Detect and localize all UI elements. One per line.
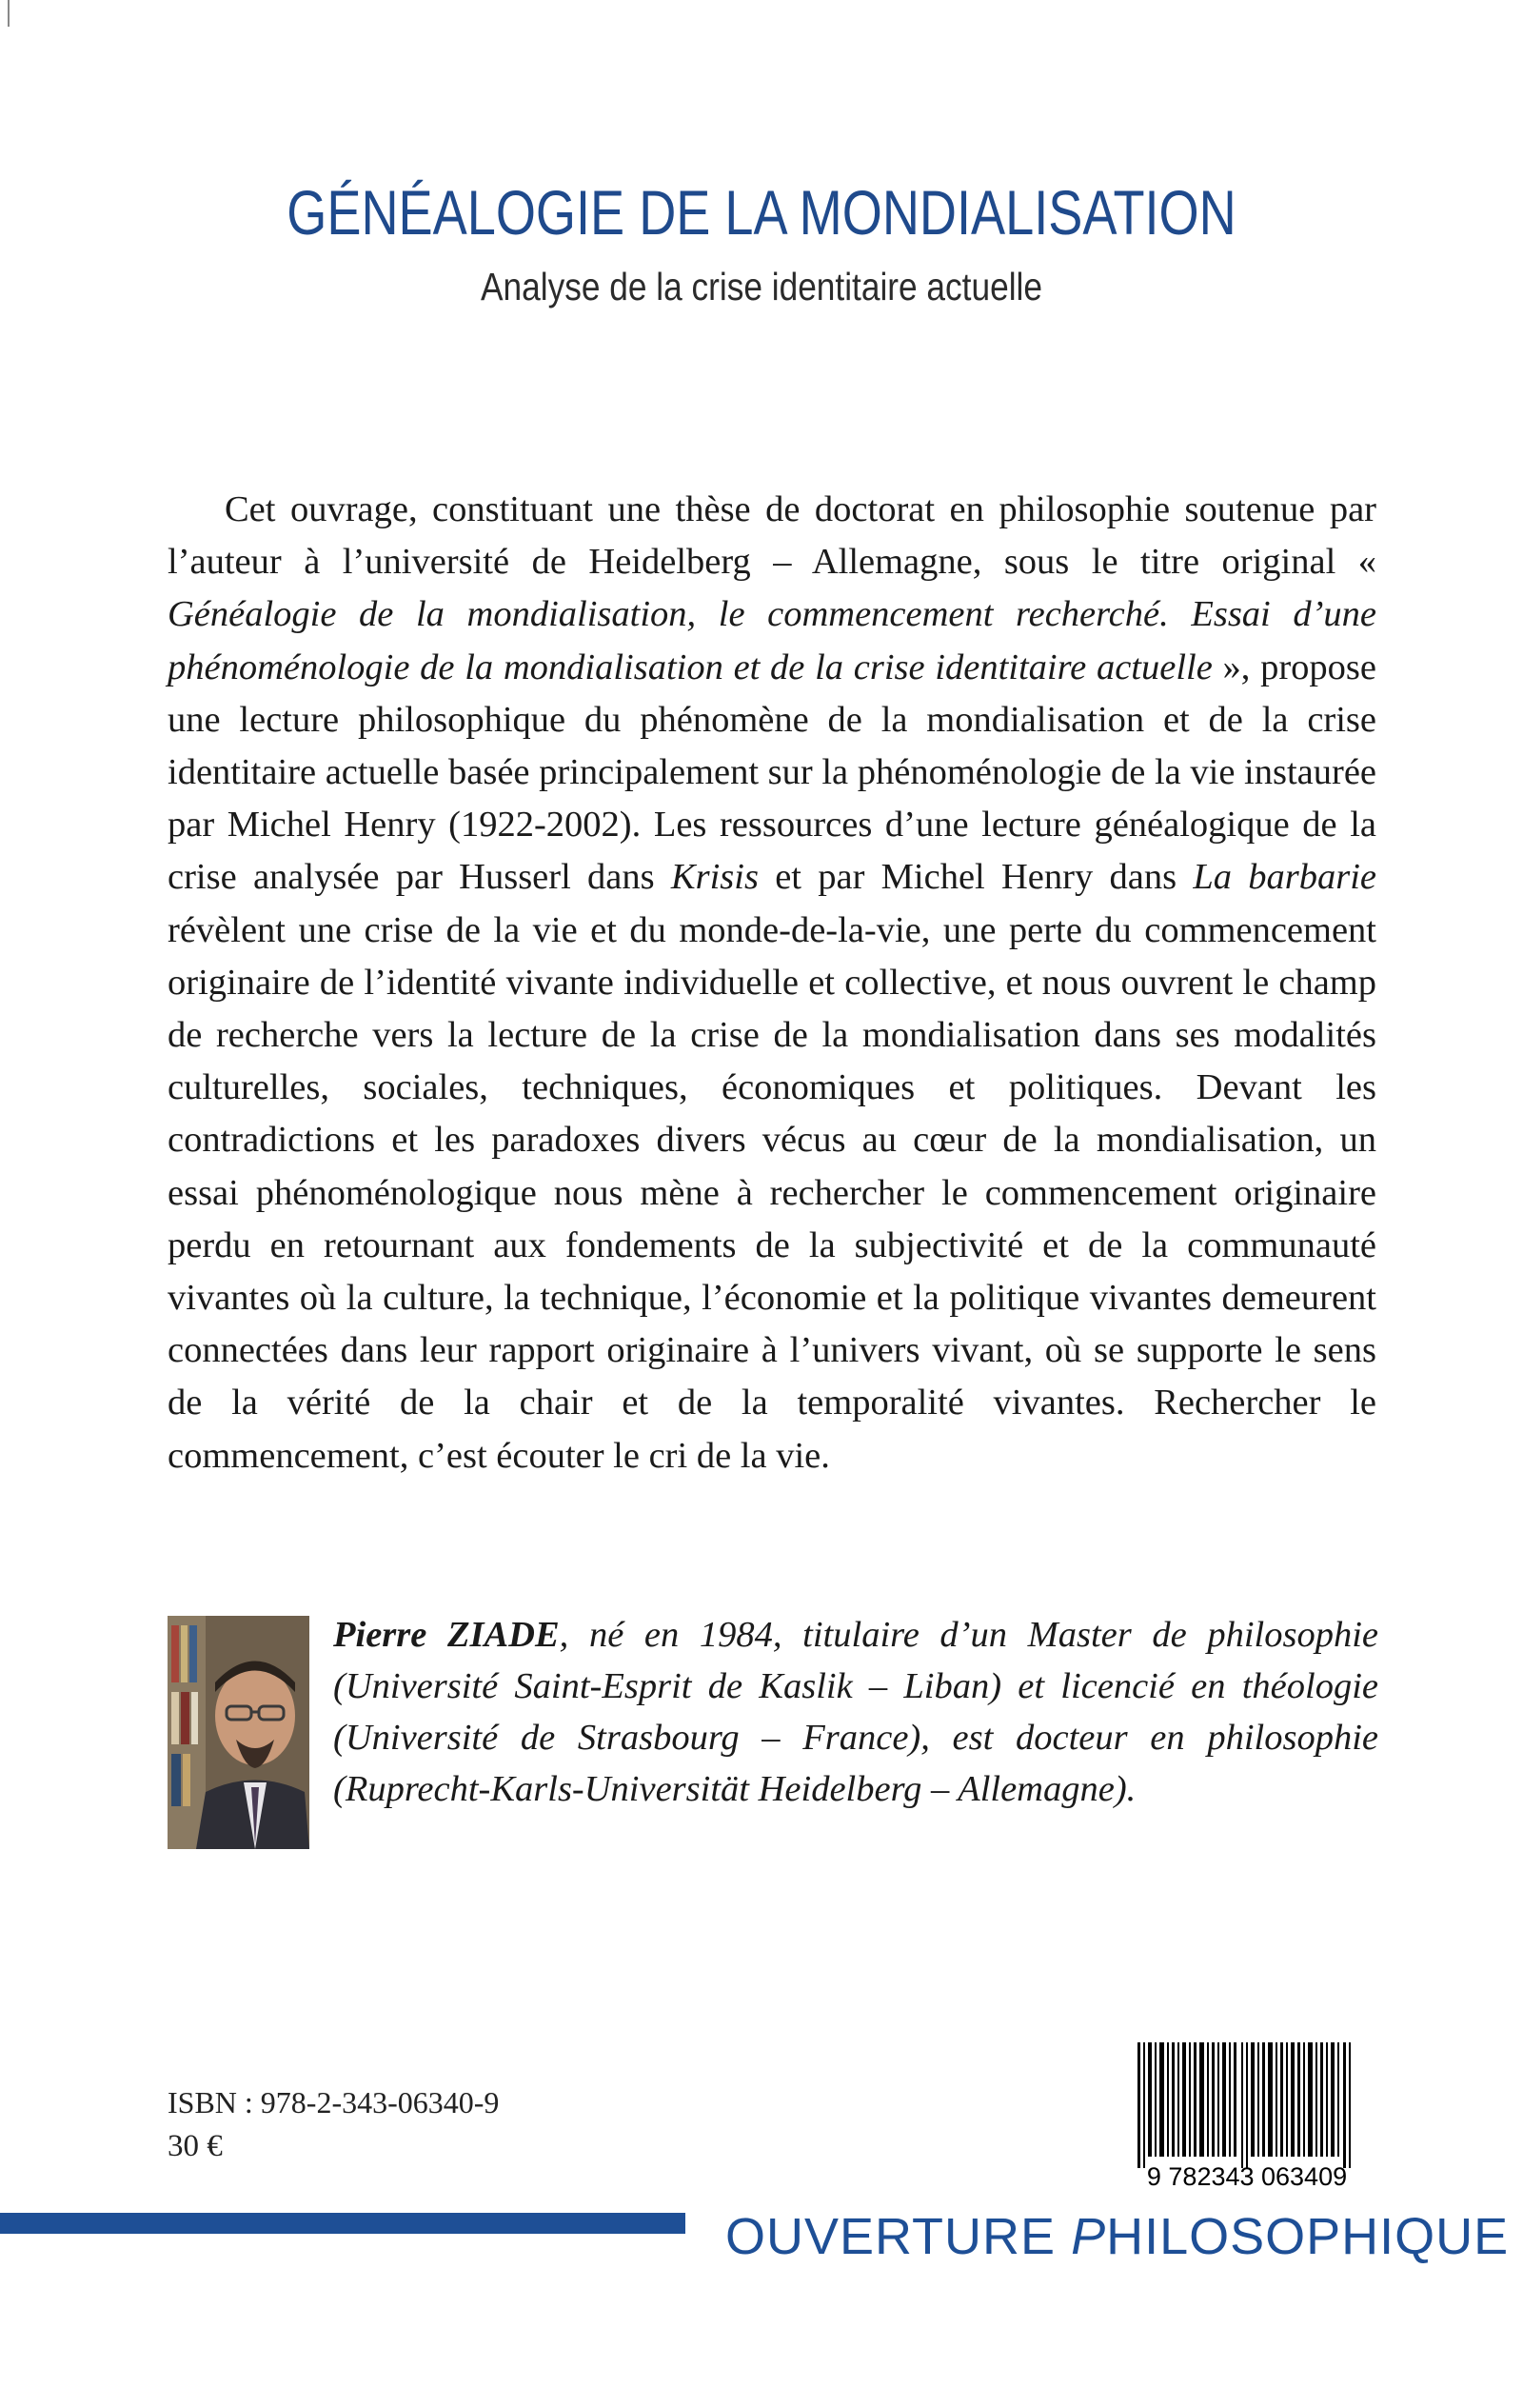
blurb-original-title: Généalogie de la mondialisation, le commencement recherché. Essai d’une phénoménologie de la mondialisation et de la crise identitaire actuelle	[168, 594, 1376, 687]
blurb-text-3: et par Michel Henry dans	[758, 857, 1194, 898]
blurb-text-1: Cet ouvrage, constituant une thèse de doctorat en philosophie soutenue par l’auteur à l’université de Heidelberg – Allemagne, sous le titre original «	[168, 489, 1376, 583]
collection-word-2-rest: HILOSOPHIQUE	[1106, 2208, 1510, 2265]
back-cover-blurb	[168, 484, 1376, 1483]
collection-band	[0, 2213, 685, 2234]
collection-name	[725, 2207, 1509, 2266]
author-photo	[168, 1616, 309, 1849]
book-subtitle: Analyse de la crise identitaire actuelle	[481, 265, 1042, 308]
blurb-krisis: Krisis	[670, 857, 759, 898]
author-name: Pierre ZIADE	[333, 1615, 560, 1655]
blurb-text-2: », propose une lecture philosophique du phénomène de la mondialisation et de la crise identitaire actuelle basée principalement sur la phénoménologie de la vie instaurée par Michel Henry (1922-2002). Les ressources d’une lecture généalogique de la crise analysée par Husserl dans	[168, 647, 1376, 898]
barcode-icon	[1118, 2035, 1375, 2192]
author-bio	[333, 1609, 1378, 1815]
author-portrait-icon	[168, 1616, 309, 1849]
isbn: ISBN : 978-2-343-06340-9	[168, 2085, 500, 2119]
blurb-text-4: révèlent une crise de la vie et du monde-de-la-vie, une perte du commencement originaire de l’identité vivante individuelle et collective, et nous ouvrent le champ de recherche vers la lecture de la crise de la mondialisation dans ses modalités culturelles, sociales, techniques, économiques et politiques. Devant les contradictions et les paradoxes divers vécus au cœur de la mondialisation, un essai phénoménologique nous mène à rechercher le commencement originaire perdu en retournant aux fondements de la subjectivité et de la communauté vivantes où la culture, la technique, l’économie et la politique vivantes demeurent connectées dans leur rapport originaire à l’univers vivant, où se supporte le sens de la vérité de la chair et de la temporalité vivantes. Rechercher le commencement, c’est écouter le cri de la vie.	[168, 909, 1376, 1476]
price: 30 €	[168, 2129, 223, 2163]
collection-word-2-initial: P	[1071, 2208, 1107, 2265]
barcode-digits: 9 782343 063409	[1146, 2162, 1348, 2191]
book-title: GÉNÉALOGIE DE LA MONDIALISATION	[287, 177, 1236, 248]
blurb-barbarie: La barbarie	[1193, 857, 1377, 898]
trim-mark	[8, 0, 10, 27]
collection-word-1: OUVERTURE	[725, 2208, 1072, 2265]
author-bio-text: , né en 1984, titulaire d’un Master de philosophie (Université Saint-Esprit de Kaslik – Liban) et licencié en théologie (Université de Strasbourg – France), est docteur en philosophie (Ruprecht-Karls-Universität Heidelberg – Allemagne).	[333, 1615, 1378, 1809]
